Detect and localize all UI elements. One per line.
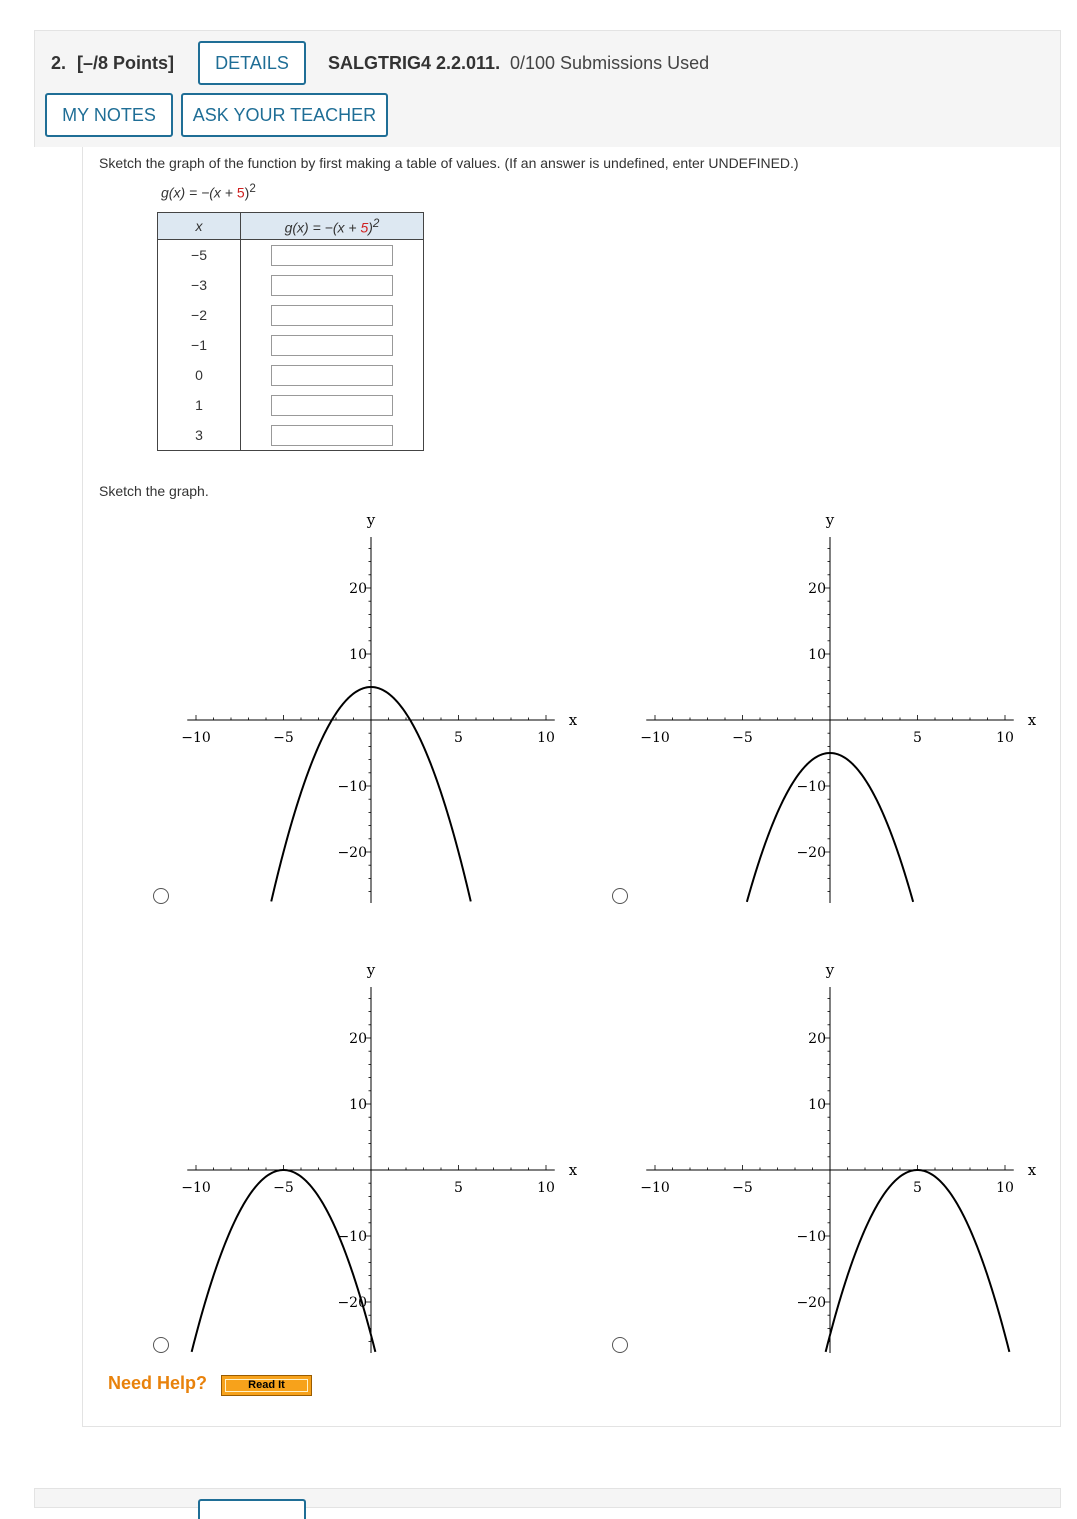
x-tick-label: −10	[181, 1180, 211, 1196]
gx-answer-cell	[241, 330, 424, 360]
graph-option-radio-B[interactable]	[612, 888, 628, 904]
gx-answer-cell	[241, 360, 424, 390]
gx-answer-input[interactable]	[271, 305, 393, 326]
x-tick-label: 10	[537, 730, 555, 746]
x-tick-label: 10	[537, 1180, 555, 1196]
question-number: 2.	[51, 53, 67, 73]
y-tick-label: 20	[808, 581, 826, 597]
gx-answer-cell	[241, 240, 424, 271]
x-value-cell: −2	[158, 300, 241, 330]
x-tick-label: −10	[640, 730, 670, 746]
graph-option-C	[177, 957, 577, 1357]
gx-answer-input[interactable]	[271, 425, 393, 446]
graph-option-B	[636, 507, 1036, 907]
x-value-cell: −1	[158, 330, 241, 360]
gx-answer-input[interactable]	[271, 395, 393, 416]
gx-answer-cell	[241, 390, 424, 420]
x-tick-label: 5	[454, 730, 463, 746]
x-tick-label: −10	[640, 1180, 670, 1196]
y-tick-label: −20	[337, 845, 367, 861]
sketch-label: Sketch the graph.	[99, 483, 209, 499]
my-notes-button[interactable]: MY NOTES	[45, 93, 173, 137]
graph-option-radio-C[interactable]	[153, 1337, 169, 1353]
x-tick-label: −10	[181, 730, 211, 746]
column-header-gx: $g(x) = -(x + 5)^2$	[241, 213, 424, 240]
graph-option-radio-D[interactable]	[612, 1337, 628, 1353]
x-tick-label: 5	[913, 1180, 922, 1196]
y-tick-label: −10	[337, 779, 367, 795]
table-row	[158, 360, 424, 390]
x-tick-label: −5	[732, 730, 753, 746]
details-button[interactable]: DETAILS	[198, 41, 306, 85]
graph-option-D	[636, 957, 1036, 1357]
x-axis-label: x	[1027, 1161, 1036, 1179]
question-header	[34, 30, 1061, 147]
x-axis-label: x	[1027, 711, 1036, 729]
y-axis-label: y	[366, 511, 376, 529]
need-help-label: Need Help?	[108, 1373, 208, 1393]
x-tick-label: −5	[273, 1180, 294, 1196]
x-value-cell: −5	[158, 240, 241, 271]
read-it-button[interactable]: Read It	[221, 1375, 312, 1396]
ask-teacher-button[interactable]: ASK YOUR TEACHER	[181, 93, 388, 137]
next-question-header	[34, 1488, 1061, 1508]
y-tick-label: 10	[808, 647, 826, 663]
graph-option-A	[177, 507, 577, 907]
problem-code: SALGTRIG4 2.2.011.	[328, 53, 501, 73]
graph-option-radio-A[interactable]	[153, 888, 169, 904]
y-tick-label: −20	[337, 1295, 367, 1311]
table-row	[158, 390, 424, 420]
x-tick-label: 10	[996, 1180, 1014, 1196]
submissions-count: 0/100 Submissions Used	[510, 53, 710, 73]
x-value-cell: 1	[158, 390, 241, 420]
gx-answer-cell	[241, 420, 424, 451]
table-row	[158, 300, 424, 330]
gx-answer-cell	[241, 300, 424, 330]
y-tick-label: −20	[796, 845, 826, 861]
x-value-cell: 3	[158, 420, 241, 451]
gx-answer-input[interactable]	[271, 275, 393, 296]
y-tick-label: 20	[349, 581, 367, 597]
gx-answer-input[interactable]	[271, 245, 393, 266]
question-number-line	[51, 53, 174, 74]
column-header-x: x	[158, 213, 241, 240]
question-points: [–/8 Points]	[77, 53, 175, 73]
gx-answer-cell	[241, 270, 424, 300]
table-row	[158, 240, 424, 271]
x-tick-label: 5	[913, 730, 922, 746]
x-axis-label: x	[568, 711, 577, 729]
y-axis-label: y	[825, 511, 835, 529]
question-body	[82, 147, 1061, 1427]
x-tick-label: 5	[454, 1180, 463, 1196]
y-axis-label: y	[366, 961, 376, 979]
y-tick-label: 20	[349, 1031, 367, 1047]
gx-answer-input[interactable]	[271, 335, 393, 356]
y-tick-label: 10	[808, 1097, 826, 1113]
table-row	[158, 270, 424, 300]
y-tick-label: 10	[349, 1097, 367, 1113]
x-value-cell: −3	[158, 270, 241, 300]
x-tick-label: 10	[996, 730, 1014, 746]
next-details-button[interactable]	[198, 1499, 306, 1519]
table-row	[158, 330, 424, 360]
y-tick-label: −20	[796, 1295, 826, 1311]
y-tick-label: 10	[349, 647, 367, 663]
function-definition: $g(x) = -(x + 5)^2$	[161, 182, 256, 201]
y-tick-label: 20	[808, 1031, 826, 1047]
x-tick-label: −5	[732, 1180, 753, 1196]
y-axis-label: y	[825, 961, 835, 979]
y-tick-label: −10	[796, 1229, 826, 1245]
x-tick-label: −5	[273, 730, 294, 746]
question-instruction: Sketch the graph of the function by first making a table of values. (If an answer is undefined, enter UNDEFINED.)	[99, 155, 799, 171]
parabola-curve	[192, 1170, 376, 1352]
y-tick-label: −10	[796, 779, 826, 795]
y-tick-label: −10	[337, 1229, 367, 1245]
table-row	[158, 420, 424, 451]
x-value-cell: 0	[158, 360, 241, 390]
x-axis-label: x	[568, 1161, 577, 1179]
parabola-curve	[826, 1170, 1010, 1352]
values-table-body	[158, 240, 424, 451]
values-table	[157, 212, 424, 451]
gx-answer-input[interactable]	[271, 365, 393, 386]
